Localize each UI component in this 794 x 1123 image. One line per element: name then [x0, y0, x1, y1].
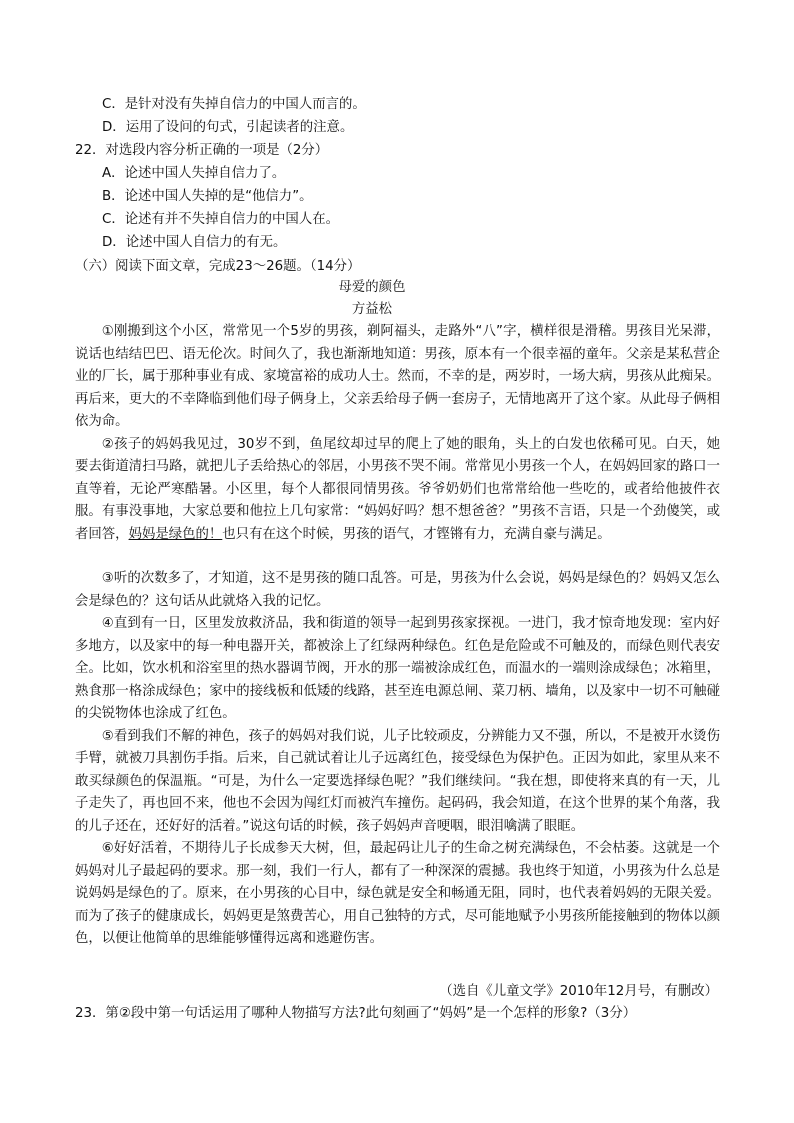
q22-stem: 22．对选段内容分析正确的一项是（2分） — [75, 143, 329, 158]
article-title: 母爱的颜色 — [338, 280, 406, 295]
underlined-quote: 妈妈是绿色的！ — [128, 526, 223, 542]
q22-option-c: C．论述有并不失掉自信力的中国人在。 — [102, 212, 339, 227]
section-heading: （六）阅读下面文章，完成23～26题。（14分） — [75, 259, 361, 274]
paragraph-6: ⑥好好活着，不期待儿子长成参天大树，但，最起码让儿子的生命之树充满绿色，不会枯萎。这就是一个妈妈对儿子最起码的要求。那一刻，我们一行人，都有了一种深深的震撼。我也终于知道，小男孩为什么总是说妈妈是绿色的了。原来，在小男孩的心目中，绿色就是安全和畅通无阻，同时，也代表着妈妈的无限关爱。而为了孩子的健康成长，妈妈更是煞费苦心，用自己独特的方式，尽可能地赋予小男孩所能接触到的物体以颜色，以便让他简单的思维能够懂得远离和逃避伤害。 — [75, 841, 720, 946]
q21-option-c: C．是针对没有失掉自信力的中国人而言的。 — [102, 97, 366, 112]
paragraph-3: ③听的次数多了，才知道，这不是男孩的随口乱答。可是，男孩为什么会说，妈妈是绿色的？妈妈又怎么会是绿色的？这句话从此就烙入我的记忆。 — [75, 571, 720, 609]
paragraph-4: ④直到有一日，区里发放救济品，我和街道的领导一起到男孩家探视。一进门，我才惊奇地发现：室内好多地方，以及家中的每一种电器开关，都被涂上了红绿两种绿色。红色是危险或不可触及的，而绿色则代表安全。比如，饮水机和浴室里的热水器调节阀，开水的那一端被涂成红色，而温水的一端则涂成绿色；冰箱里，熟食那一格涂成绿色；家中的接线板和低矮的线路，甚至连电源总闸、菜刀柄、墙角，以及家中一切不可触碰的尖锐物体也涂成了红色。 — [75, 616, 720, 721]
paragraph-1: ①刚搬到这个小区，常常见一个5岁的男孩，剃阿福头，走路外“八”字，横样很是滑稽。男孩目光呆滞，说话也结结巴巴、语无伦次。时间久了，我也渐渐地知道：男孩，原本有一个很幸福的童年。父亲是某私营企业的厂长，属于那种事业有成、家境富裕的成功人士。然而，不幸的是，两岁时，一场大病，男孩从此痴呆。再后来，更大的不幸降临到他们母子俩身上，父亲丢给母子俩一套房子，无情地离开了这个家。从此母子俩相依为命。 — [75, 324, 720, 429]
q23-stem: 23．第②段中第一句话运用了哪种人物描写方法?此句刻画了“妈妈”是一个怎样的形象?（3分） — [75, 1006, 637, 1021]
article-body — [75, 321, 720, 951]
article-author: 方益松 — [351, 302, 393, 317]
q21-option-d: D．运用了设问的句式，引起读者的注意。 — [102, 120, 354, 135]
paragraph-2 — [75, 434, 720, 547]
paragraph-2-text-a: ②孩子的妈妈我见过，30岁不到，鱼尾纹却过早的爬上了她的眼角，头上的白发也依稀可见。白天，她要去街道清扫马路，就把儿子丢给热心的邻居，小男孩不哭不闹。常常见小男孩一个人，在妈妈回家的路口一直等着，无论严寒酷暑。小区里，每个人都很同情男孩。爷爷奶奶们也常常给他一些吃的，或者给他披件衣服。有事没事地，大家总要和他拉上几句家常：“妈妈好吗？想不想爸爸？”男孩不言语，只是一个劲傻笑，或者回答， — [75, 436, 720, 542]
paragraph-5: ⑤看到我们不解的神色，孩子的妈妈对我们说，儿子比较顽皮，分辨能力又不强，所以，不是被开水烫伤手臂，就被刀具割伤手指。后来，自己就试着让儿子远离红色，接受绿色为保护色。正因为如此，家里从来不敢买绿颜色的保温瓶。“可是，为什么一定要选择绿色呢？”我们继续问。“我在想，即使将来真的有一天，儿子走失了，再也回不来，他也不会因为闯红灯而被汽车撞伤。起码码，我会知道，在这个世界的某个角落，我的儿子还在，还好好的活着。”说这句话的时候，孩子妈妈声音哽咽，眼泪噙满了眼眶。 — [75, 728, 720, 834]
source-note: （选自《儿童文学》2010年12月号，有删改） — [439, 984, 718, 999]
paragraph-2-text-b: 也只有在这个时候，男孩的语气，才铿锵有力，充满自豪与满足。 — [222, 526, 611, 542]
q22-option-a: A．论述中国人失掉自信力了。 — [102, 166, 286, 181]
paragraph-gap — [75, 546, 720, 568]
q22-option-d: D．论述中国人自信力的有无。 — [102, 235, 287, 250]
q22-option-b: B．论述中国人失掉的是“他信力”。 — [102, 189, 313, 204]
